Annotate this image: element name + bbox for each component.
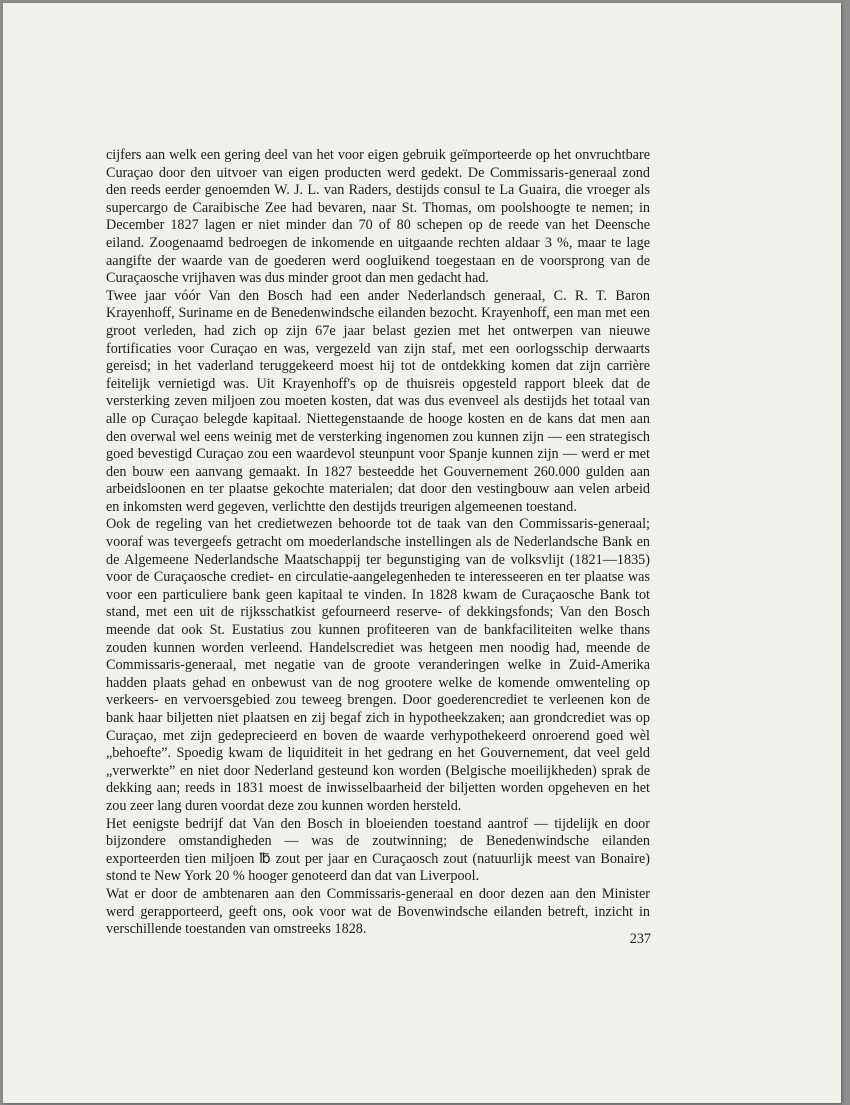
- body-text: [106, 147, 650, 939]
- paragraph-1: cijfers aan welk een gering deel van het voor eigen gebruik geïmporteerde op het onvruchtbare Curaçao door den uitvoer van eigen producten werd gedekt. De Commissaris-generaal zond den reeds eerder genoemden W. J. L. van Raders, destijds consul te La Guaira, die vroeger als supercargo de Caraibische Zee had bevaren, naar St. Thomas, om poolshoogte te nemen; in December 1827 lagen er niet minder dan 70 of 80 schepen op de reede van het Deensche eiland. Zoogenaamd bedroegen de inkomende en uitgaande rechten aldaar 3 %, maar te lage aangifte der waarde van de goederen werd oogluikend toegestaan en de voorsprong van de Curaçaosche vrijhaven was dus minder groot dan men gedacht had.: [106, 147, 650, 287]
- paragraph-4: Het eenigste bedrijf dat Van den Bosch in bloeienden toestand aantrof — tijdelijk en door bijzondere omstandigheden — was de zoutwinning; de Benedenwindsche eilanden exporteerden tien miljoen ℔ zout per jaar en Curaçaosch zout (natuurlijk meest van Bonaire) stond te New York 20 % hooger genoteerd dan dat van Liverpool.: [106, 815, 650, 885]
- paragraph-5: Wat er door de ambtenaren aan den Commissaris-generaal en door dezen aan den Minister werd gerapporteerd, geeft ons, ook voor wat de Bovenwindsche eilanden betreft, inzicht in verschillende toestanden van omstreeks 1828.: [106, 885, 650, 938]
- document-page: [3, 3, 841, 1103]
- page-number: 237: [629, 931, 651, 947]
- paragraph-2: Twee jaar vóór Van den Bosch had een ander Nederlandsch generaal, C. R. T. Baron Krayenhoff, Suriname en de Benedenwindsche eilanden bezocht. Krayenhoff, een man met een groot verleden, had zich op zijn 67e jaar belast gezien met het ontwerpen van nieuwe fortificaties voor Curaçao en was, vergezeld van zijn staf, met een oorlogsschip derwaarts gereisd; in het vaderland teruggekeerd moest hij tot de ontdekking komen dat zijn carrière feitelijk vernietigd was. Uit Krayenhoff's op de thuisreis opgesteld rapport bleek dat de versterking zeven miljoen zou moeten kosten, dat was dus evenveel als destijds het totaal van alle op Curaçao belegde kapitaal. Niettegenstaande de hooge kosten en de kans dat men aan den overwal wel eens weinig met de versterking ingenomen zou kunnen zijn — een strategisch goed bevestigd Curaçao zou een waardevol steunpunt voor Spanje kunnen zijn — werd er met den bouw een aanvang gemaakt. In 1827 besteedde het Gouvernement 260.000 gulden aan arbeidsloonen en ter plaatse gekochte materialen; dat door den vestingbouw aan velen arbeid en inkomsten werd gegeven, verlichtte den destijds treurigen algemeenen toestand.: [106, 287, 650, 515]
- paragraph-3: Ook de regeling van het credietwezen behoorde tot de taak van den Commissaris-generaal; vooraf was tevergeefs getracht om moederlandsche instellingen als de Nederlandsche Bank en de Algemeene Nederlandsche Maatschappij ter begunstiging van de volksvlijt (1821—1835) voor de Curaçaosche crediet- en circulatie-aangelegenheden te interesseeren en ter plaatse was voor een particuliere bank geen kapitaal te vinden. In 1828 kwam de Curaçaosche Bank tot stand, met een uit de rijksschatkist gefourneerd reserve- of dekkingsfonds; Van den Bosch meende dat ook St. Eustatius zou kunnen profiteeren van de bankfaciliteiten welke thans zouden kunnen worden verleend. Handelscrediet was hetgeen men noodig had, meende de Commissaris-generaal, met negatie van de groote veranderingen welke in Zuid-Amerika hadden plaats gehad en onbewust van de nog grootere welke de komende omwenteling op verkeers- en vervoersgebied zou teweeg brengen. Door goederencrediet te verleenen kon de bank haar biljetten niet plaatsen en zij begaf zich in hypotheekzaken; aan grondcrediet was op Curaçao, met zijn gedeprecieerd en boven de waarde verhypothekeerd onroerend goed wèl „behoefte”. Spoedig kwam de liquiditeit in het gedrang en het Gouvernement, dat veel geld „verwerkte” en niet door Nederland gesteund kon worden (Belgische moeilijkheden) sprak de dekking aan; reeds in 1831 moest de inwisselbaarheid der biljetten worden opgeheven en het zou zeer lang duren voordat deze zou kunnen worden hersteld.: [106, 516, 650, 814]
